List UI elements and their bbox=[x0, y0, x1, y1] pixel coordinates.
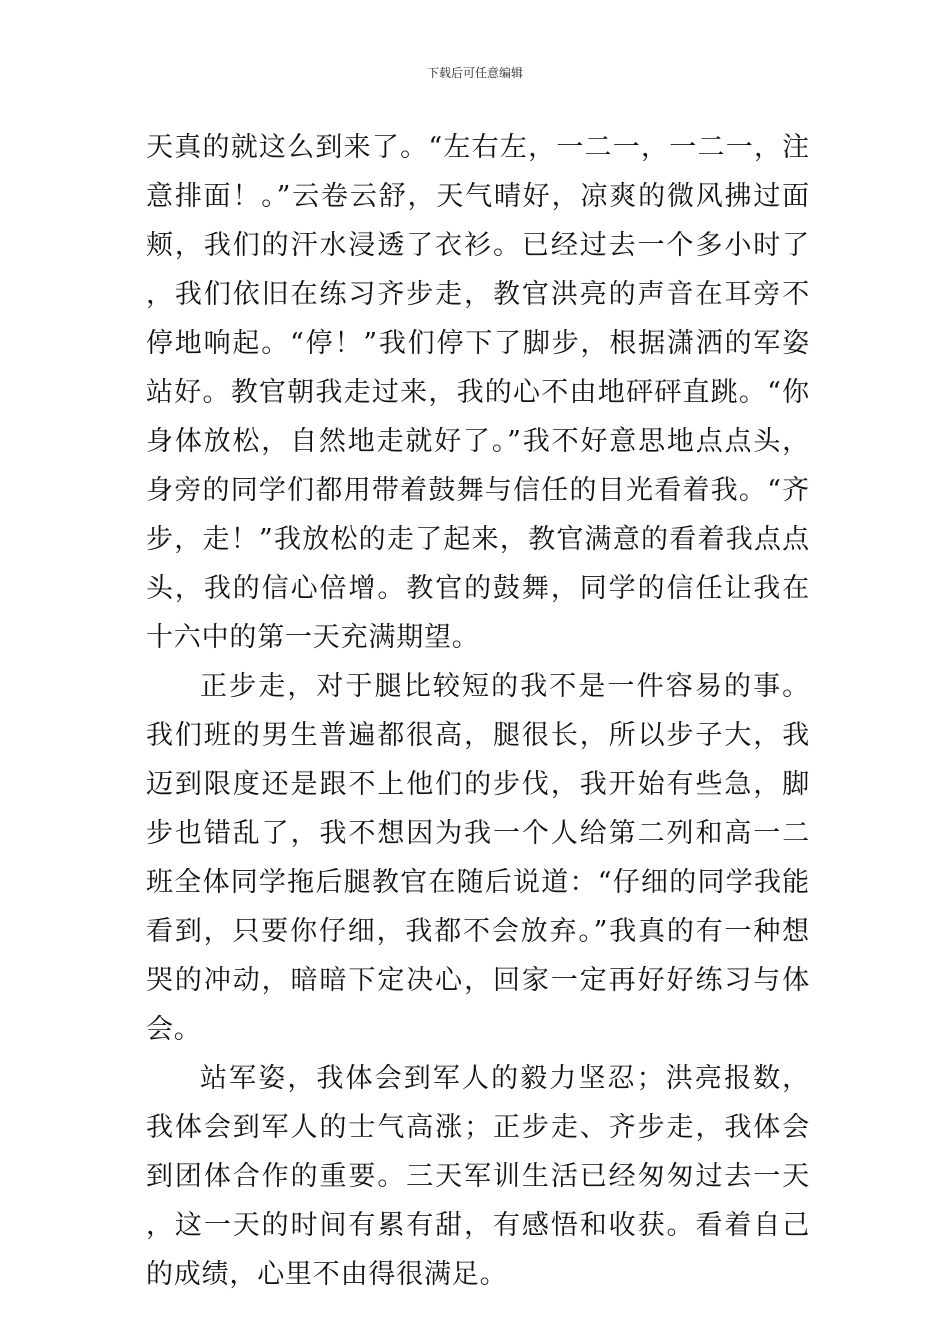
paragraph-3: 站军姿，我体会到军人的毅力坚忍；洪亮报数，我体会到军人的士气高涨；正步走、齐步走，我体会到团体合作的重要。三天军训生活已经匆匆过去一天，这一天的时间有累有甜，有感悟和收获。看着自己的成绩，心里不由得很满足。 bbox=[146, 1063, 810, 1290]
paragraph-1: 天真的就这么到来了。“左右左，一二一，一二一，注意排面！。”云卷云舒，天气晴好，凉爽的微风拂过面颊，我们的汗水浸透了衣衫。已经过去一个多小时了，我们依旧在练习齐步走，教官洪亮的声音在耳旁不停地响起。“停！”我们停下了脚步，根据潇洒的军姿站好。教官朝我走过来，我的心不由地砰砰直跳。“你身体放松，自然地走就好了。”我不好意思地点点头，身旁的同学们都用带着鼓舞与信任的目光看着我。“齐步，走！”我放松的走了起来，教官满意的看着我点点头，我的信心倍增。教官的鼓舞，同学的信任让我在十六中的第一天充满期望。 bbox=[146, 132, 810, 653]
page-header: 下载后可任意编辑 bbox=[426, 66, 523, 80]
document-body bbox=[146, 123, 810, 1299]
paragraph-2: 正步走，对于腿比较短的我不是一件容易的事。我们班的男生普遍都很高，腿很长，所以步子大，我迈到限度还是跟不上他们的步伐，我开始有些急，脚步也错乱了，我不想因为我一个人给第二列和高一二班全体同学拖后腿教官在随后说道：“仔细的同学我能看到，只要你仔细，我都不会放弃。”我真的有一种想哭的冲动，暗暗下定决心，回家一定再好好练习与体会。 bbox=[146, 671, 810, 1045]
